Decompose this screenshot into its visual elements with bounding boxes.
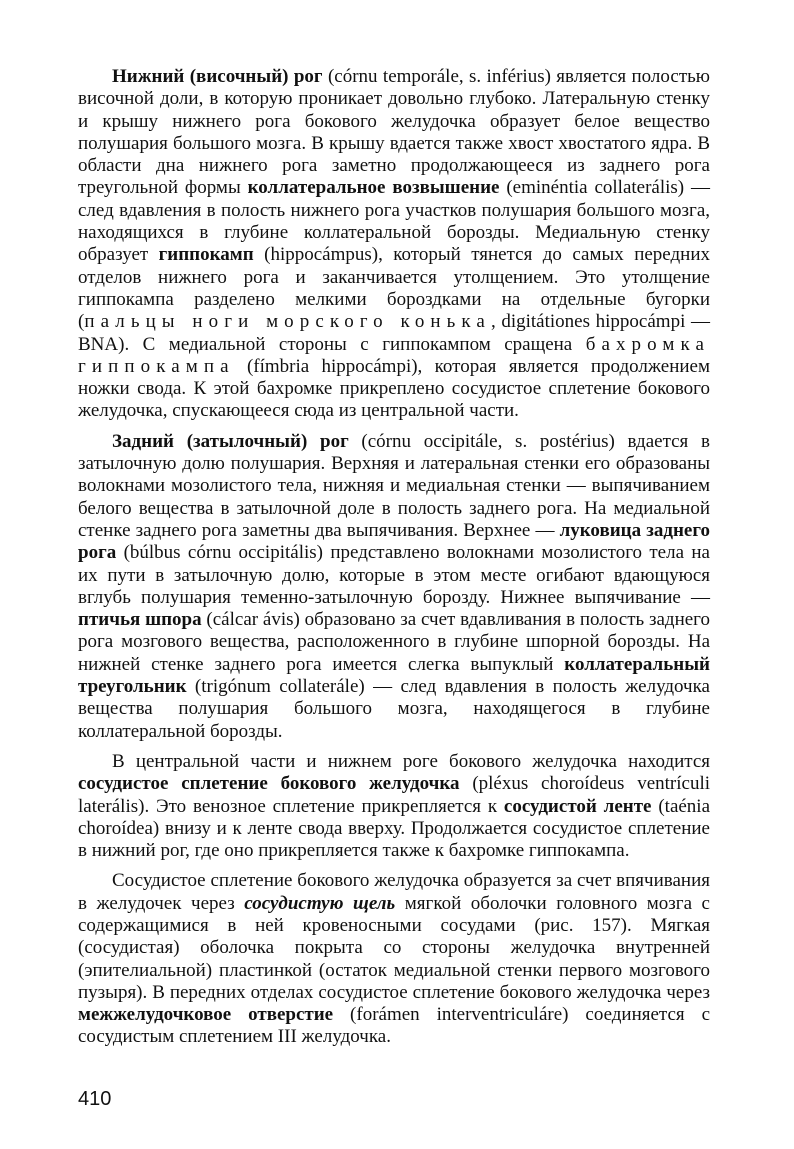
text-run: (taénia choroídea) внизу и к ленте свода вверху. Продолжается сосудистое сплетение в нижний рог, где оно прикрепляется также к бахромке гиппокампа. [78,795,711,862]
bold-term: межжелудочковое отверстие [78,1004,334,1026]
paragraph-3 [78,751,710,862]
bold-term: Задний (затылочный) рог [112,430,349,452]
text-run: В центральной части и нижнем роге бокового желудочка находится [112,750,710,772]
text-run: (cálcar ávis) образовано за счет вдавливания в полость заднего рога мозгового вещества, расположенного в глубине шпорной борозды. На нижней стенке заднего рога имеется слегка выпуклый [78,609,710,675]
bold-term: птичья шпора [78,609,202,631]
italic-bold-term: сосудистую щель [244,892,396,914]
text-run: Сосудистое сплетение бокового желудочка образуется за счет впячивания в желудочек через [78,870,710,914]
text-run: (hippocámpus), который тянется до самых передних отделов нижнего рога и заканчивается утолщением. Это утолщение гиппокампа разделено мелкими бороздками на отдельные бугорки ( [78,244,710,333]
spaced-term: бахромка гиппокампа [78,333,710,377]
text-run: (córnu occipitále, s. postérius) вдается в затылочную долю полушария. Верхняя и латеральная стенки его образованы волокнами мозолистого тела, нижняя и медиальная стенки — выпячиванием белого вещества в затылочной доле в полость заднего рога. На медиальной стенке заднего рога заметны два выпячивания. Верхнее — [78,430,710,541]
text-run: (forámen interventriculáre) соединяется с сосудистым сплетением III желудочка. [78,1004,710,1048]
bold-term: коллатеральный треугольник [78,653,710,698]
paragraph-2 [78,431,710,743]
bold-term: сосудистое сплетение бокового желудочка [78,773,460,795]
bold-term: сосудистой ленте [503,795,652,817]
spaced-term: пальцы ноги морского конька [84,311,491,333]
bold-term: Нижний (височный) рог [112,66,323,87]
text-run: (eminéntia collaterális) — след вдавления в полость нижнего рога участков полушария большого мозга, находящихся в глубине коллатеральной борозды. Медиальную стенку образует [78,177,710,266]
page-number: 410 [78,1088,112,1110]
bold-term: гиппокамп [158,244,254,266]
text-run: (pléxus choroídeus ventrículi laterális). Это венозное сплетение прикрепляется к [78,773,710,817]
text-run: , digitátiones hippocámpi — BNA). С медиальной стороны с гиппокампом сращена [78,311,710,355]
bold-term: луковица заднего рога [78,519,710,564]
text-run: (fímbria hippocámpi), которая является продолжением ножки свода. К этой бахромке прикреплено сосудистое сплетение бокового желудочка, спускающееся сюда из центральной части. [78,355,710,422]
text-run: мягкой оболочки головного мозга с содержащимися в ней кровеносными сосудами (рис. 157). Мягкая (сосудистая) оболочка покрыта со стороны желудочка внутренней (эпителиальной) пластинкой (остаток медиальной стенки первого мозгового пузыря). В передних отделах сосудистое сплетение бокового желудочка через [78,892,710,1003]
text-run: (trigónum collaterále) — след вдавления в полость желудочка вещества полушария большого мозга, находящегося в глубине коллатеральной борозды. [78,676,710,742]
text-run: (búlbus córnu occipitális) представлено волокнами мозолистого тела на их пути в затылочную долю, которые в этом месте огибают вдающуюся вглубь полушария теменно-затылочную борозду. Нижнее выпячивание — [78,542,710,608]
bold-term: коллатеральное возвышение [247,177,500,199]
text-run: (córnu temporále, s. inférius) является полостью височной доли, в которую проникает довольно глубоко. Латеральную стенку и крышу нижнего рога бокового желудочка образует белое вещество полушария большого мозга. В крышу вдается также хвост хвостатого ядра. В области дна нижнего рога заметно продолжающееся из заднего рога треугольной формы [78,66,710,199]
paragraph-4 [78,870,710,1048]
text-body [78,66,710,1049]
paragraph-1 [78,66,710,423]
